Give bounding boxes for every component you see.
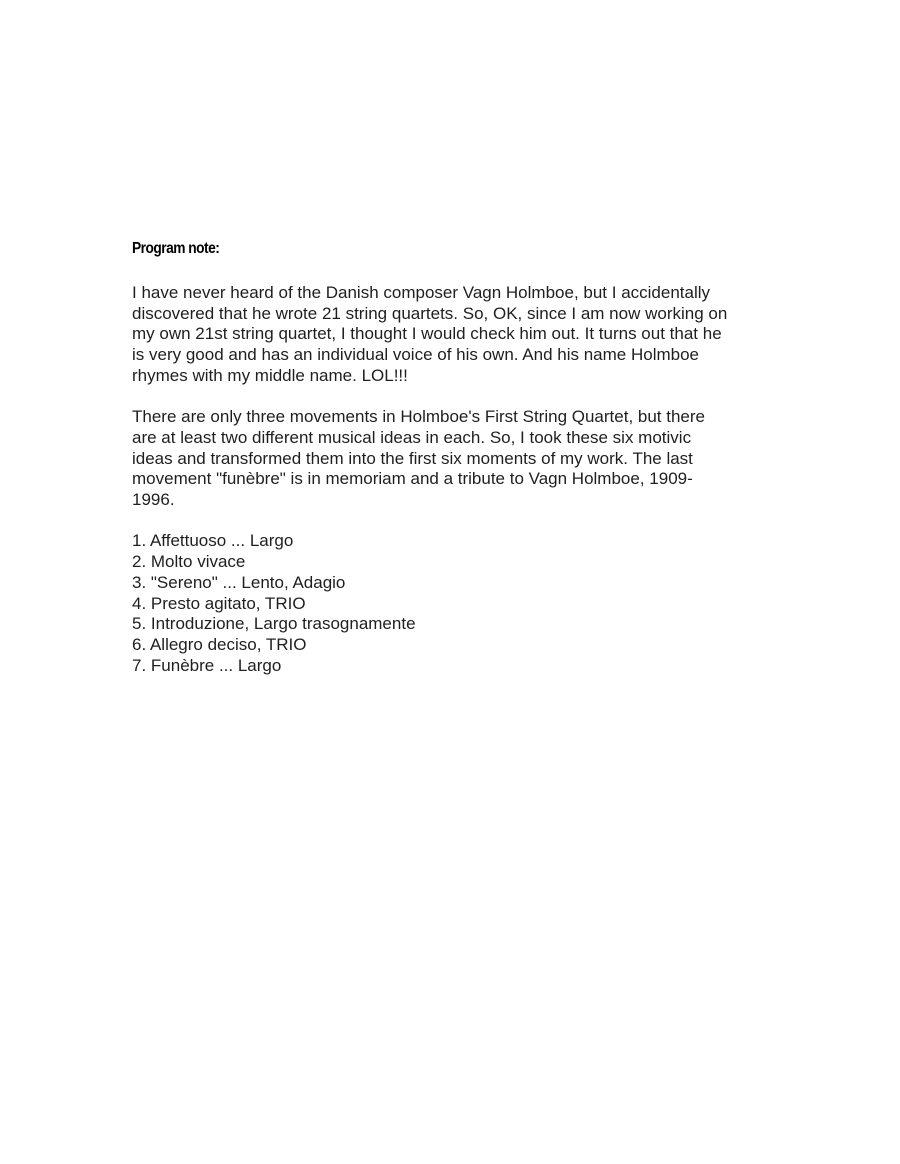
movement-item: 2. Molto vivace: [132, 552, 246, 572]
movement-item: 4. Presto agitato, TRIO: [132, 593, 306, 613]
movement-item: 6. Allegro deciso, TRIO: [132, 634, 307, 654]
program-note-heading: Program note:: [132, 240, 220, 257]
paragraph-movements-description: There are only three movements in Holmboe's First String Quartet, but there are at least two different musical ideas in each. So, I took these six motivic ideas and transformed them into the first six moments of my work. The last movement "funèbre" is in memoriam and a tribute to Vagn Holmboe, 1909-1996.: [132, 407, 705, 510]
program-note: [132, 237, 732, 676]
movement-item: 3. "Sereno" ... Lento, Adagio: [132, 572, 346, 592]
movement-item: 7. Funèbre ... Largo: [132, 655, 282, 675]
paragraph-intro: I have never heard of the Danish composer Vagn Holmboe, but I accidentally discovered that he wrote 21 string quartets. So, OK, since I am now working on my own 21st string quartet, I thought I would check him out. It turns out that he is very good and has an individual voice of his own. And his name Holmboe rhymes with my middle name. LOL!!!: [132, 283, 728, 385]
movement-list: [132, 531, 732, 676]
movement-item: 1. Affettuoso ... Largo: [132, 531, 294, 551]
movement-item: 5. Introduzione, Largo trasognamente: [132, 614, 416, 634]
